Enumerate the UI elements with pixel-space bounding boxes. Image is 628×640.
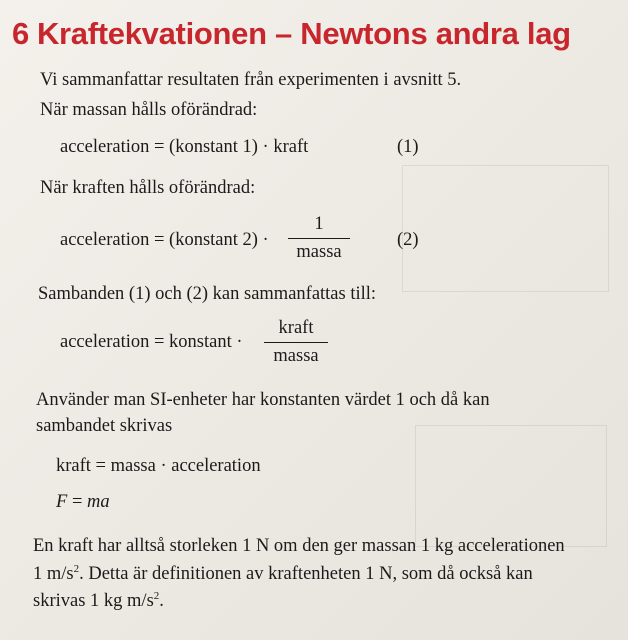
definition-superscript: 2 (153, 590, 160, 602)
equation-3-fraction (264, 318, 328, 367)
condition-mass-constant: När massan hålls oförändrad: (40, 100, 258, 120)
si-text-line-1: Använder man SI-enheter har konstanten värdet 1 och då kan (36, 390, 490, 410)
section-title: Kraftekvationen – Newtons andra lag (36, 16, 571, 51)
equation-5 (56, 492, 110, 513)
equation-3-numerator: kraft (278, 318, 314, 338)
definition-line-3 (33, 590, 164, 612)
combine-text: Sambanden (1) och (2) kan sammanfattas till: (38, 284, 377, 304)
equation-4: kraft = massa · acceleration (56, 456, 261, 476)
equation-5-rhs: ma (87, 492, 110, 512)
definition-line-1: En kraft har alltså storleken 1 N om den ger massan 1 kg accelerationen (33, 536, 565, 556)
intro-text: Vi sammanfattar resultaten från experimenten i avsnitt 5. (40, 70, 462, 90)
definition-line-3-end: . (159, 591, 164, 612)
show-through-graph (402, 165, 609, 292)
definition-unit-ms2: 1 m/s (33, 564, 74, 585)
equation-1-number: (1) (397, 137, 419, 157)
si-text-line-2: sambandet skrivas (36, 416, 173, 436)
equation-3-lhs: acceleration = konstant · (60, 332, 243, 352)
equation-2-fraction (288, 214, 350, 263)
equation-5-equals: = (67, 492, 87, 512)
definition-superscript: 2 (73, 563, 80, 575)
equation-3-denominator: massa (273, 346, 319, 366)
section-number: 6 (12, 16, 29, 51)
equation-2-number: (2) (397, 230, 419, 250)
definition-line-2 (33, 563, 533, 585)
equation-2-denominator: massa (296, 242, 342, 262)
equation-5-force-symbol: F (56, 492, 68, 512)
show-through-box (415, 425, 607, 547)
definition-line-2-rest: . Detta är definitionen av kraftenheten 1 N, som då också kan (79, 564, 533, 585)
equation-1-text: acceleration = (konstant 1) · kraft (60, 137, 309, 157)
equation-2-lhs: acceleration = (konstant 2) · (60, 230, 269, 250)
equation-2-numerator: 1 (314, 214, 324, 234)
section-heading (12, 16, 571, 52)
condition-force-constant: När kraften hålls oförändrad: (40, 178, 256, 198)
definition-line-3-text: skrivas 1 kg m/s (33, 591, 154, 612)
